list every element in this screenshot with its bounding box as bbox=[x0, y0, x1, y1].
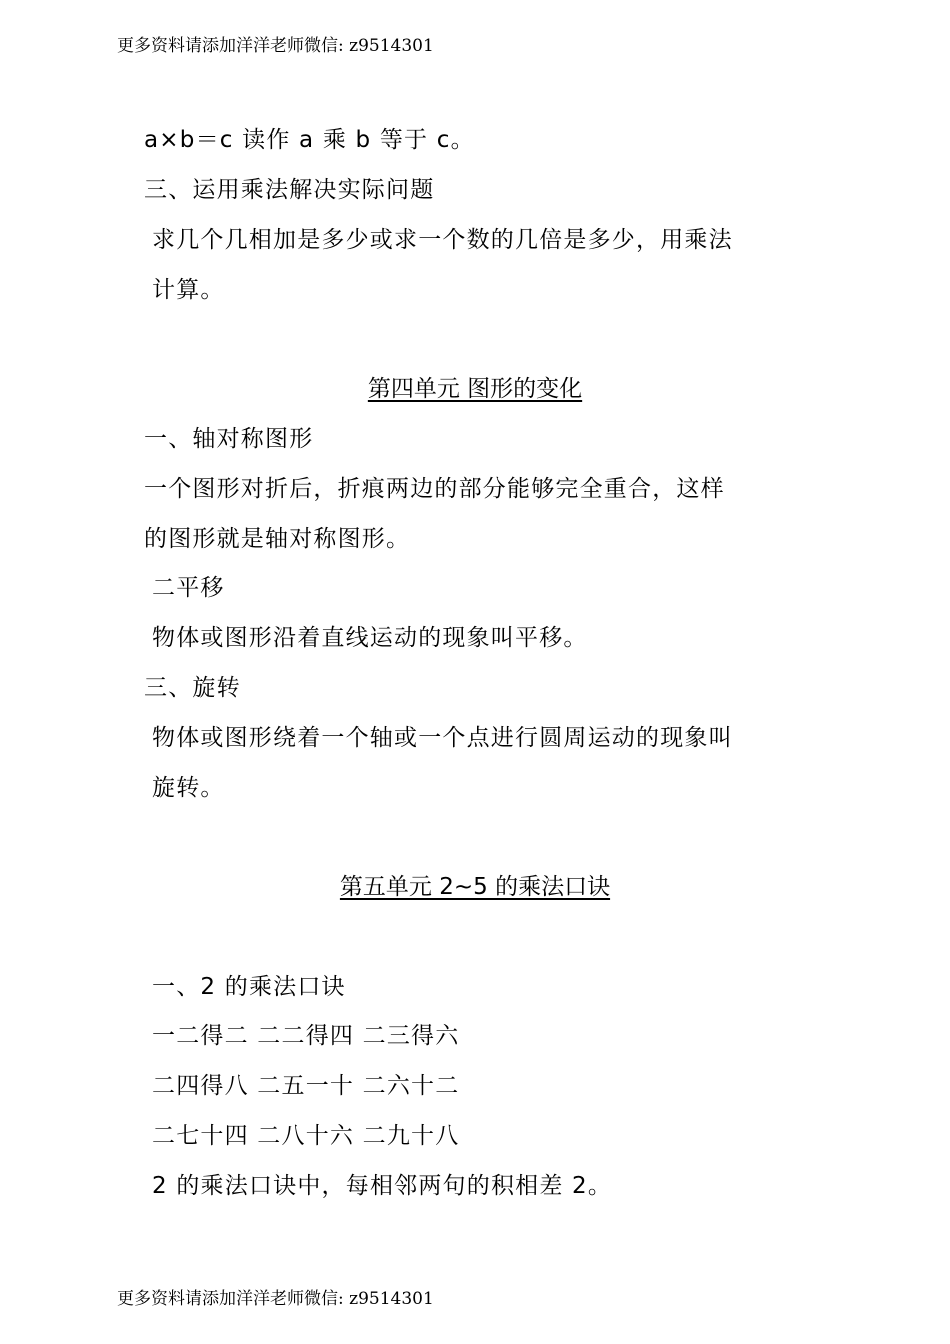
paragraph-line: 计算。 bbox=[152, 277, 225, 303]
unit-4-title: 第四单元 图形的变化 bbox=[367, 376, 583, 402]
paragraph-line: 物体或图形绕着一个轴或一个点进行圆周运动的现象叫 bbox=[152, 725, 733, 751]
page-footer-watermark: 更多资料请添加洋洋老师微信: z9514301 bbox=[117, 1289, 434, 1309]
paragraph-line: 的图形就是轴对称图形。 bbox=[144, 526, 411, 552]
paragraph-line: 求几个几相加是多少或求一个数的几倍是多少，用乘法 bbox=[152, 227, 733, 253]
paragraph-line: 旋转。 bbox=[152, 775, 225, 801]
unit-5-title: 第五单元 2~5 的乘法口诀 bbox=[339, 874, 611, 900]
paragraph-line: 物体或图形沿着直线运动的现象叫平移。 bbox=[152, 625, 588, 651]
section-heading-rotation: 三、旋转 bbox=[144, 675, 241, 701]
section-heading-axial-symmetry: 一、轴对称图形 bbox=[144, 426, 314, 452]
section-heading-translation: 二平移 bbox=[152, 575, 225, 601]
section-heading-practical-problems: 三、运用乘法解决实际问题 bbox=[144, 177, 435, 203]
page-header-watermark: 更多资料请添加洋洋老师微信: z9514301 bbox=[117, 36, 434, 56]
section-heading-2-times-table: 一、2 的乘法口诀 bbox=[152, 974, 346, 1000]
rhyme-line: 二七十四 二八十六 二九十八 bbox=[152, 1123, 460, 1149]
multiplication-reading-text: a×b＝c 读作 a 乘 b 等于 c。 bbox=[144, 127, 475, 153]
rhyme-line: 一二得二 二二得四 二三得六 bbox=[152, 1023, 460, 1049]
paragraph-line: 2 的乘法口诀中，每相邻两句的积相差 2。 bbox=[152, 1173, 613, 1199]
paragraph-line: 一个图形对折后，折痕两边的部分能够完全重合，这样 bbox=[144, 476, 725, 502]
rhyme-line: 二四得八 二五一十 二六十二 bbox=[152, 1073, 460, 1099]
